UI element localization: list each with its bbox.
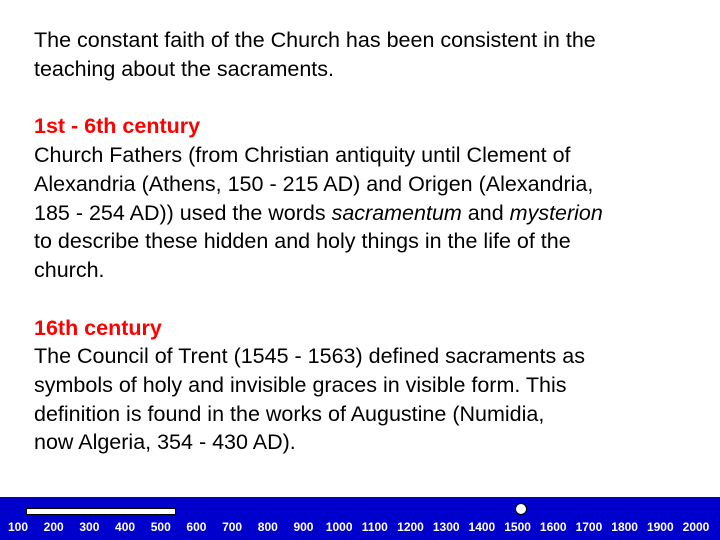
section-line: to describe these hidden and holy things in the life of the	[34, 229, 571, 254]
timeline-year-label: 1200	[397, 520, 424, 534]
timeline-year-label: 200	[43, 520, 64, 534]
timeline-year-label: 600	[186, 520, 207, 534]
section-line: The Council of Trent (1545 - 1563) defined sacraments as	[34, 344, 585, 369]
term-mysterion: mysterion	[509, 200, 603, 225]
section-line: now Algeria, 354 - 430 AD).	[34, 430, 296, 455]
term-sacramentum: sacramentum	[331, 200, 462, 225]
timeline-marker[interactable]	[515, 503, 527, 515]
section-trent	[34, 314, 694, 458]
section-line: definition is found in the works of Augustine (Numidia,	[34, 401, 545, 426]
section-heading: 16th century	[34, 315, 162, 340]
section-line: Church Fathers (from Christian antiquity until Clement of	[34, 143, 571, 168]
intro-line: The constant faith of the Church has been consistent in the	[34, 28, 596, 52]
timeline-year-label: 300	[79, 520, 100, 534]
timeline-year-label: 2000	[682, 520, 710, 534]
timeline-range-highlight	[26, 508, 176, 515]
section-early-church: 1st - 6th century Church Fathers (from Christian antiquity until Clement of Alexandria (Athens, 150 - 215 AD) and Origen (Alexandria, 185 - 254 AD)) used the words sacramentum and mysterion to describe these hidden and holy things in the life of the church.	[34, 114, 603, 282]
timeline-year-label: 1600	[539, 520, 567, 534]
timeline-year-label: 1500	[504, 520, 531, 534]
timeline-year-label: 900	[293, 520, 314, 534]
timeline-year-label: 1700	[575, 520, 603, 534]
slide-body	[34, 26, 694, 457]
timeline-year-label: 1400	[468, 520, 496, 534]
intro-line: teaching about the sacraments.	[34, 56, 334, 81]
intro-paragraph	[34, 26, 694, 83]
timeline-year-label: 800	[257, 520, 278, 534]
timeline-year-label: 100	[7, 520, 29, 534]
timeline-year-label: 1900	[646, 520, 674, 534]
timeline-year-label: 500	[150, 520, 171, 534]
timeline-year-label: 700	[222, 520, 243, 534]
timeline-year-label: 400	[115, 520, 136, 534]
section-line: symbols of holy and invisible graces in visible form. This	[34, 373, 567, 398]
section-line: 185 - 254 AD)) used the words	[34, 200, 332, 225]
timeline-year-labels	[0, 519, 720, 535]
timeline-year-label: 1100	[361, 520, 388, 534]
section-line: Alexandria (Athens, 150 - 215 AD) and Origen (Alexandria,	[34, 171, 594, 196]
timeline-year-label: 1300	[432, 520, 460, 534]
timeline-year-label: 1000	[325, 520, 353, 534]
timeline-year-label: 1800	[611, 520, 638, 534]
section-heading: 1st - 6th century	[34, 114, 201, 139]
section-line: church.	[34, 257, 105, 282]
